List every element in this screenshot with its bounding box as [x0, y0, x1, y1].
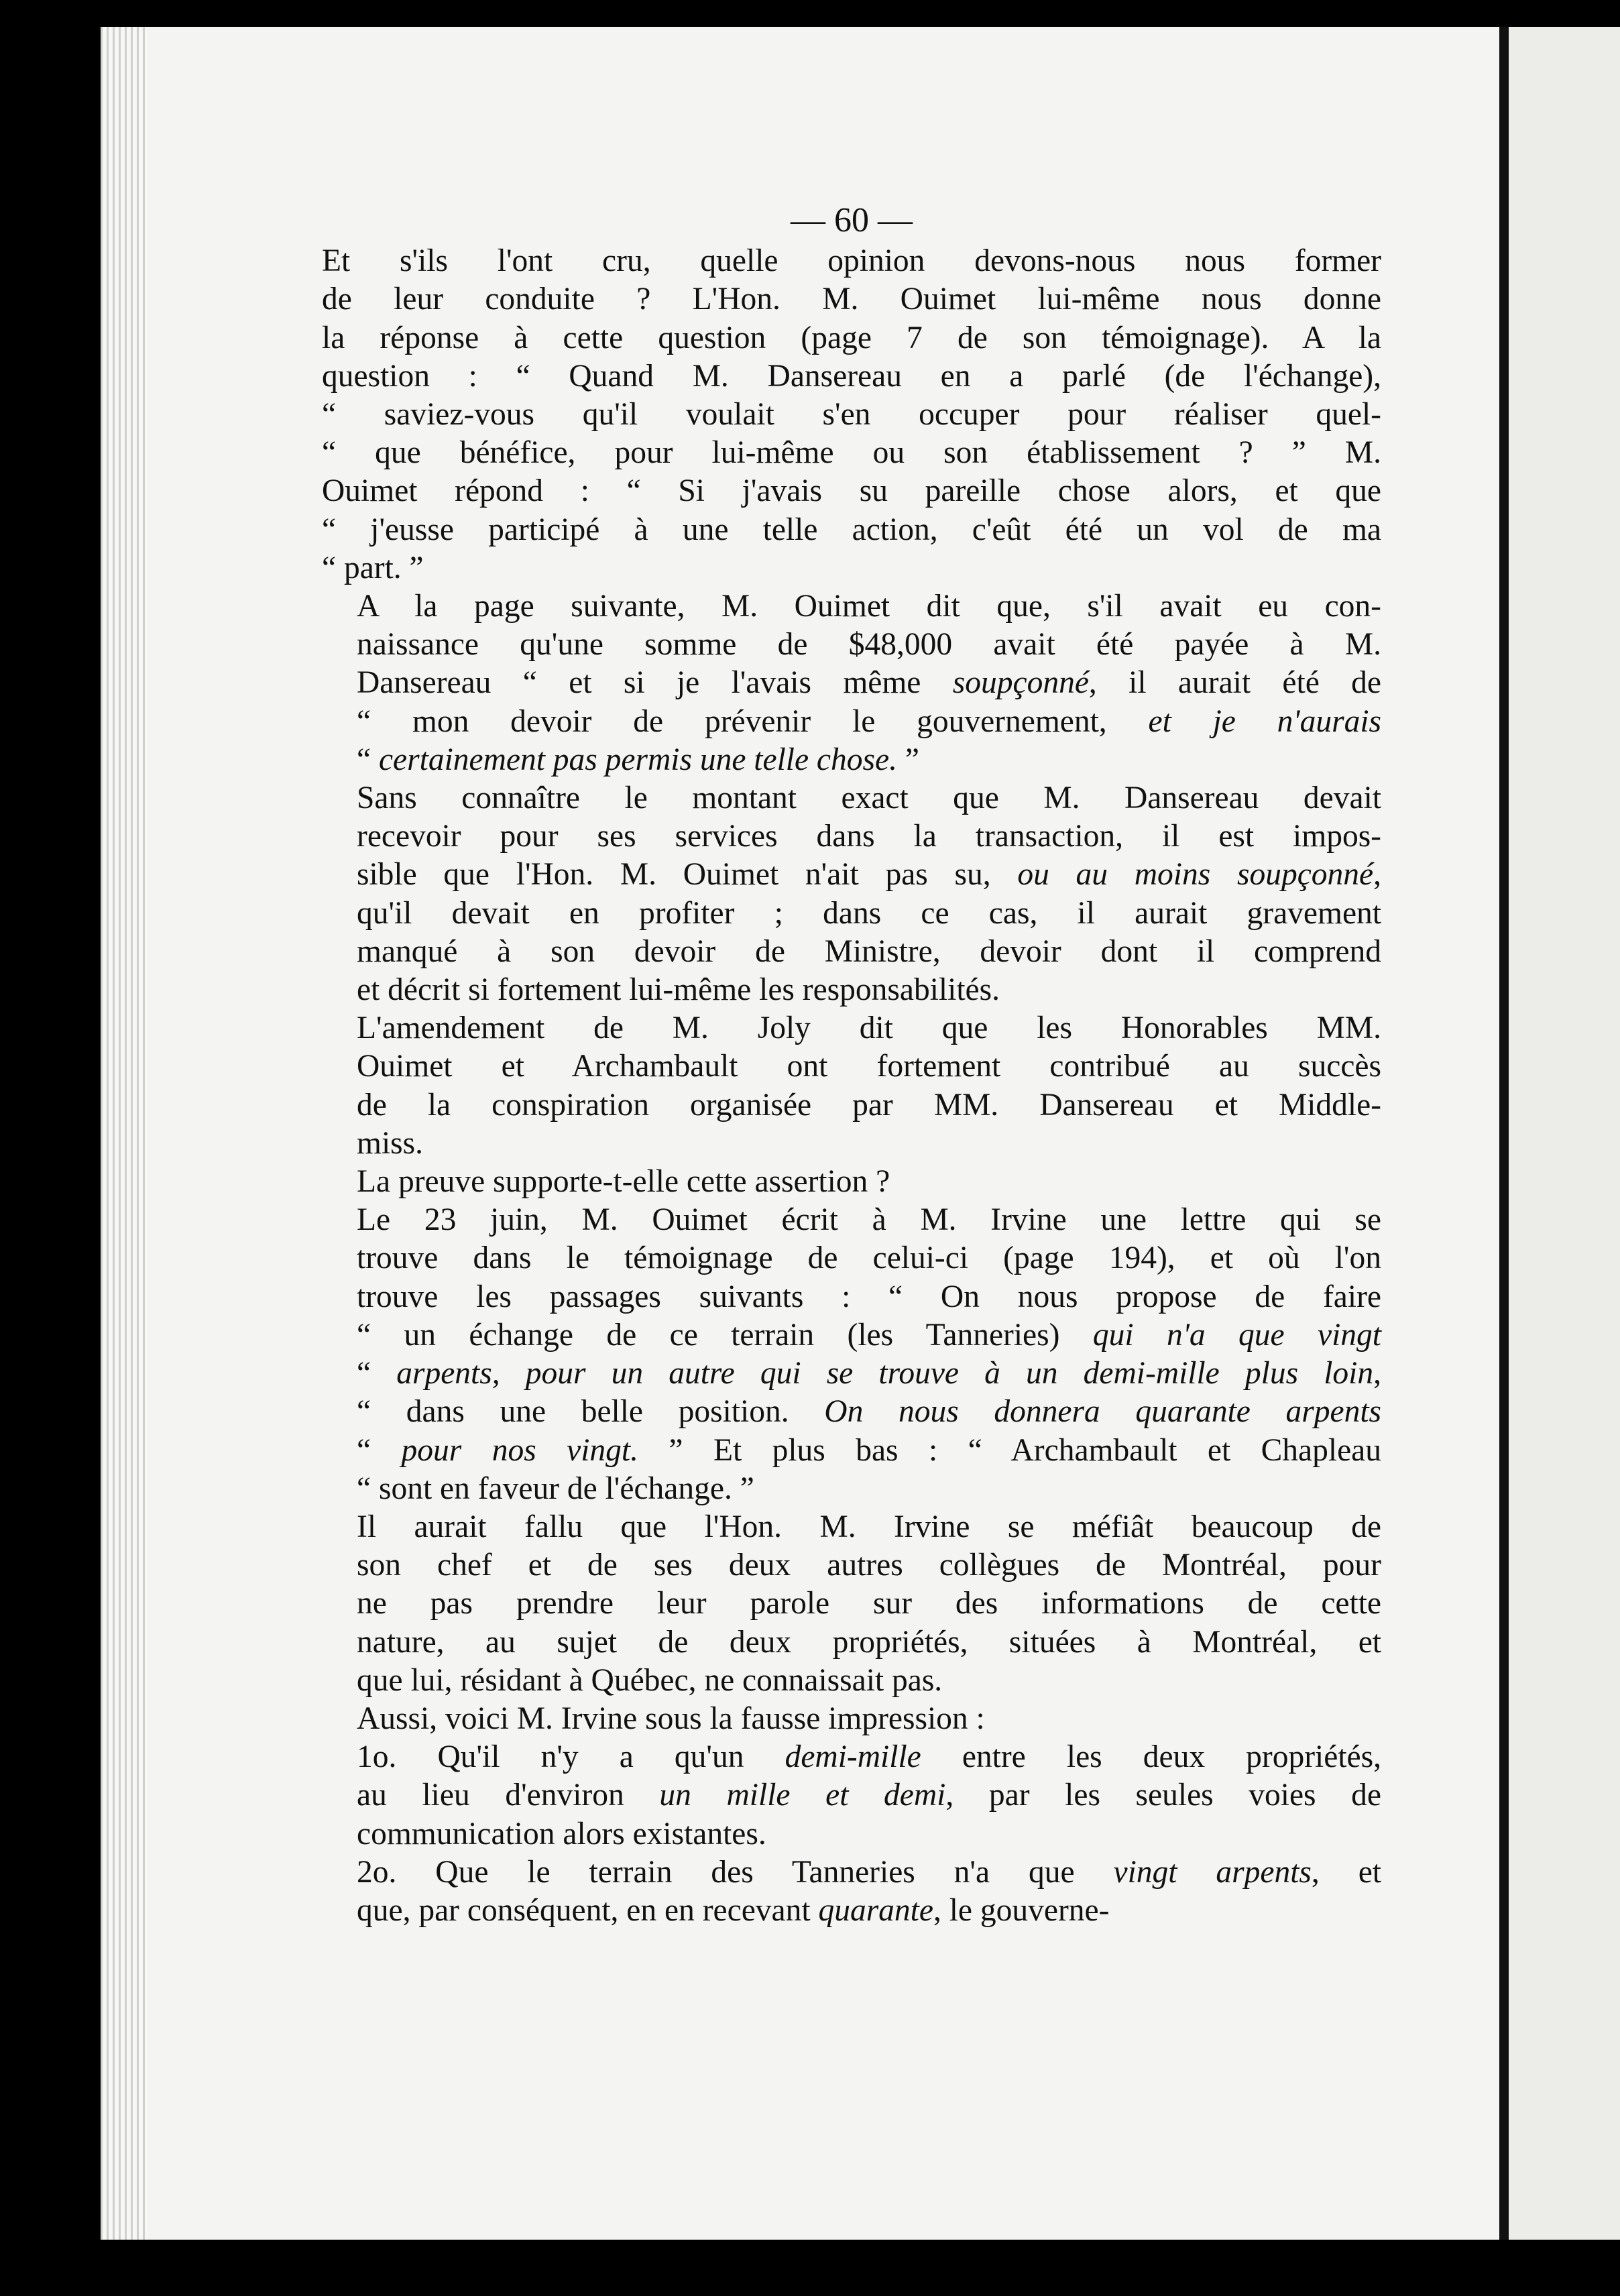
italic-text: quarante — [818, 1892, 933, 1928]
text-run: recevoir pour ses services dans la transaction, il est impos- — [357, 819, 1381, 854]
text-run: Ouimet répond : “ Si j'avais su pareille chose alors, et que — [322, 473, 1381, 509]
text-line — [322, 1393, 1381, 1431]
text-line — [322, 1316, 1381, 1355]
text-run: “ mon devoir de prévenir le gouvernement, — [357, 703, 1149, 739]
text-run: de la conspiration organisée par MM. Dansereau et Middle- — [357, 1087, 1381, 1123]
italic-text: qui n'a que vingt — [1092, 1317, 1381, 1353]
paragraph — [322, 242, 1381, 587]
text-line — [322, 1738, 1381, 1776]
text-run: “ j'eusse participé à une telle action, c'eût été un vol de ma — [322, 512, 1381, 547]
italic-text: demi-mille — [785, 1739, 921, 1775]
text-run: L'amendement de M. Joly dit que les Honorables MM. — [357, 1011, 1381, 1046]
italic-text: soupçonné — [952, 665, 1089, 701]
text-run: manqué à son devoir de Ministre, devoir dont il comprend — [357, 933, 1381, 969]
text-run: son chef et de ses deux autres collègues de Montréal, pour — [357, 1548, 1381, 1583]
text-run: communication alors existantes. — [357, 1816, 766, 1851]
text-line — [322, 1700, 1381, 1738]
text-run: La preuve supporte-t-elle cette assertion ? — [357, 1164, 890, 1200]
text-run: que lui, résidant à Québec, ne connaissait pas. — [357, 1662, 943, 1698]
text-line — [322, 319, 1381, 357]
text-run: , — [1373, 857, 1381, 893]
text-line — [322, 779, 1381, 817]
text-run: “ part. ” — [322, 550, 424, 585]
text-line — [322, 1239, 1381, 1277]
text-run: naissance qu'une somme de $48,000 avait été payée à M. — [357, 627, 1381, 663]
text-run: que, par conséquent, en en recevant — [357, 1892, 819, 1928]
text-run: “ saviez-vous qu'il voulait s'en occuper pour réaliser quel- — [322, 397, 1381, 433]
text-run: A la page suivante, M. Ouimet dit que, s'il avait eu con- — [357, 589, 1381, 624]
text-run: qu'il devait en profiter ; dans ce cas, il aurait gravement — [357, 895, 1381, 931]
text-run: ne pas prendre leur parole sur des informations de cette — [357, 1586, 1381, 1621]
text-line — [322, 817, 1381, 856]
text-line — [322, 1585, 1381, 1623]
text-run: nature, au sujet de deux propriétés, situées à Montréal, et — [357, 1624, 1381, 1660]
text-line — [322, 703, 1381, 741]
text-run: Il aurait fallu que l'Hon. M. Irvine se méfiât beaucoup de — [357, 1509, 1381, 1544]
text-line — [322, 626, 1381, 664]
paragraph — [322, 779, 1381, 1009]
text-run: “ un échange de ce terrain (les Tanneries) — [357, 1317, 1093, 1353]
text-run: 2o. Que le terrain des Tanneries n'a que — [357, 1854, 1114, 1890]
text-run: miss. — [357, 1125, 423, 1161]
page-number: — 60 — — [791, 201, 913, 239]
italic-text: pour nos vingt. — [401, 1432, 638, 1468]
text-line — [322, 1815, 1381, 1853]
paragraph — [322, 1009, 1381, 1163]
text-run: ” Et plus bas : “ Archambault et Chapleau — [638, 1432, 1381, 1468]
text-run: , — [1373, 1356, 1381, 1391]
text-run: trouve les passages suivants : “ On nous propose de faire — [357, 1279, 1381, 1314]
text-line — [322, 1776, 1381, 1815]
text-line — [322, 1508, 1381, 1546]
text-run: Sans connaître le montant exact que M. Dansereau devait — [357, 781, 1381, 816]
text-line — [322, 242, 1381, 280]
text-run: Aussi, voici M. Irvine sous la fausse impression : — [357, 1701, 985, 1736]
text-line — [322, 1662, 1381, 1700]
italic-text: certainement pas permis une telle chose. — [378, 742, 897, 777]
text-line — [322, 280, 1381, 319]
body-text — [322, 242, 1381, 1930]
paragraph — [322, 587, 1381, 779]
text-line — [322, 1086, 1381, 1125]
binding-gutter — [1499, 27, 1509, 2240]
text-line — [322, 1892, 1381, 1930]
text-run: Dansereau “ et si je l'avais même — [357, 665, 953, 701]
italic-text: un mille et demi — [659, 1778, 946, 1813]
text-run: , il aurait été de — [1088, 665, 1381, 701]
text-run: au lieu d'environ — [357, 1778, 660, 1813]
text-run: trouve dans le témoignage de celui-ci (page 194), et où l'on — [357, 1241, 1381, 1276]
italic-text: vingt arpents — [1113, 1854, 1312, 1890]
text-run: , le gouverne- — [933, 1892, 1110, 1928]
text-run: “ — [357, 742, 379, 777]
text-run: et décrit si fortement lui-même les responsabilités. — [357, 972, 1000, 1008]
text-run: “ dans une belle position. — [357, 1394, 825, 1430]
text-run: “ — [357, 1356, 397, 1391]
text-run: , par les seules voies de — [945, 1778, 1382, 1813]
text-line — [322, 971, 1381, 1009]
text-line — [322, 396, 1381, 434]
text-run: Ouimet et Archambault ont fortement contribué au succès — [357, 1049, 1381, 1084]
text-line — [322, 895, 1381, 933]
text-line — [322, 357, 1381, 396]
text-line — [322, 1163, 1381, 1201]
text-run: Et s'ils l'ont cru, quelle opinion devons-nous nous former — [322, 243, 1381, 279]
text-line — [322, 741, 1381, 779]
text-run: , et — [1311, 1854, 1382, 1890]
facing-page-edge — [1509, 27, 1620, 2240]
page-stack-edge — [101, 27, 148, 2240]
text-line — [322, 587, 1381, 626]
text-run: “ que bénéfice, pour lui-même ou son établissement ? ” M. — [322, 435, 1381, 471]
paragraph — [322, 1738, 1381, 1853]
text-line — [322, 511, 1381, 549]
text-line — [322, 1009, 1381, 1047]
text-run: Le 23 juin, M. Ouimet écrit à M. Irvine une lettre qui se — [357, 1202, 1381, 1238]
paragraph — [322, 1700, 1381, 1738]
text-line — [322, 472, 1381, 510]
text-line — [322, 1201, 1381, 1239]
italic-text: arpents, pour un autre qui se trouve à un demi-mille plus loin — [396, 1356, 1374, 1391]
text-line — [322, 933, 1381, 971]
text-run: ” — [896, 742, 919, 777]
text-line — [322, 434, 1381, 472]
text-run: question : “ Quand M. Dansereau en a parlé (de l'échange), — [322, 358, 1381, 394]
text-line — [322, 664, 1381, 702]
text-line — [322, 1432, 1381, 1470]
text-run: “ sont en faveur de l'échange. ” — [357, 1471, 754, 1506]
text-line — [322, 1470, 1381, 1508]
italic-text: On nous donnera quarante arpents — [824, 1394, 1381, 1430]
paragraph — [322, 1853, 1381, 1930]
page-text — [322, 201, 1381, 1930]
text-line — [322, 1278, 1381, 1316]
paragraph — [322, 1163, 1381, 1201]
italic-text: ou au moins soupçonné — [1017, 857, 1374, 893]
italic-text: et je n'aurais — [1148, 703, 1382, 739]
paragraph — [322, 1508, 1381, 1700]
text-line — [322, 1853, 1381, 1892]
text-run: la réponse à cette question (page 7 de son témoignage). A la — [322, 320, 1381, 355]
text-run: “ — [357, 1432, 402, 1468]
text-line — [322, 1125, 1381, 1163]
text-line — [322, 549, 1381, 587]
text-line — [322, 1546, 1381, 1585]
text-line — [322, 1355, 1381, 1393]
text-run: sible que l'Hon. M. Ouimet n'ait pas su, — [357, 857, 1018, 893]
text-run: de leur conduite ? L'Hon. M. Ouimet lui-même nous donne — [322, 282, 1381, 317]
text-line — [322, 1623, 1381, 1662]
text-run: 1o. Qu'il n'y a qu'un — [357, 1739, 785, 1775]
paragraph — [322, 1201, 1381, 1508]
text-run: entre les deux propriétés, — [921, 1739, 1381, 1775]
text-line — [322, 1047, 1381, 1086]
text-line — [322, 856, 1381, 894]
